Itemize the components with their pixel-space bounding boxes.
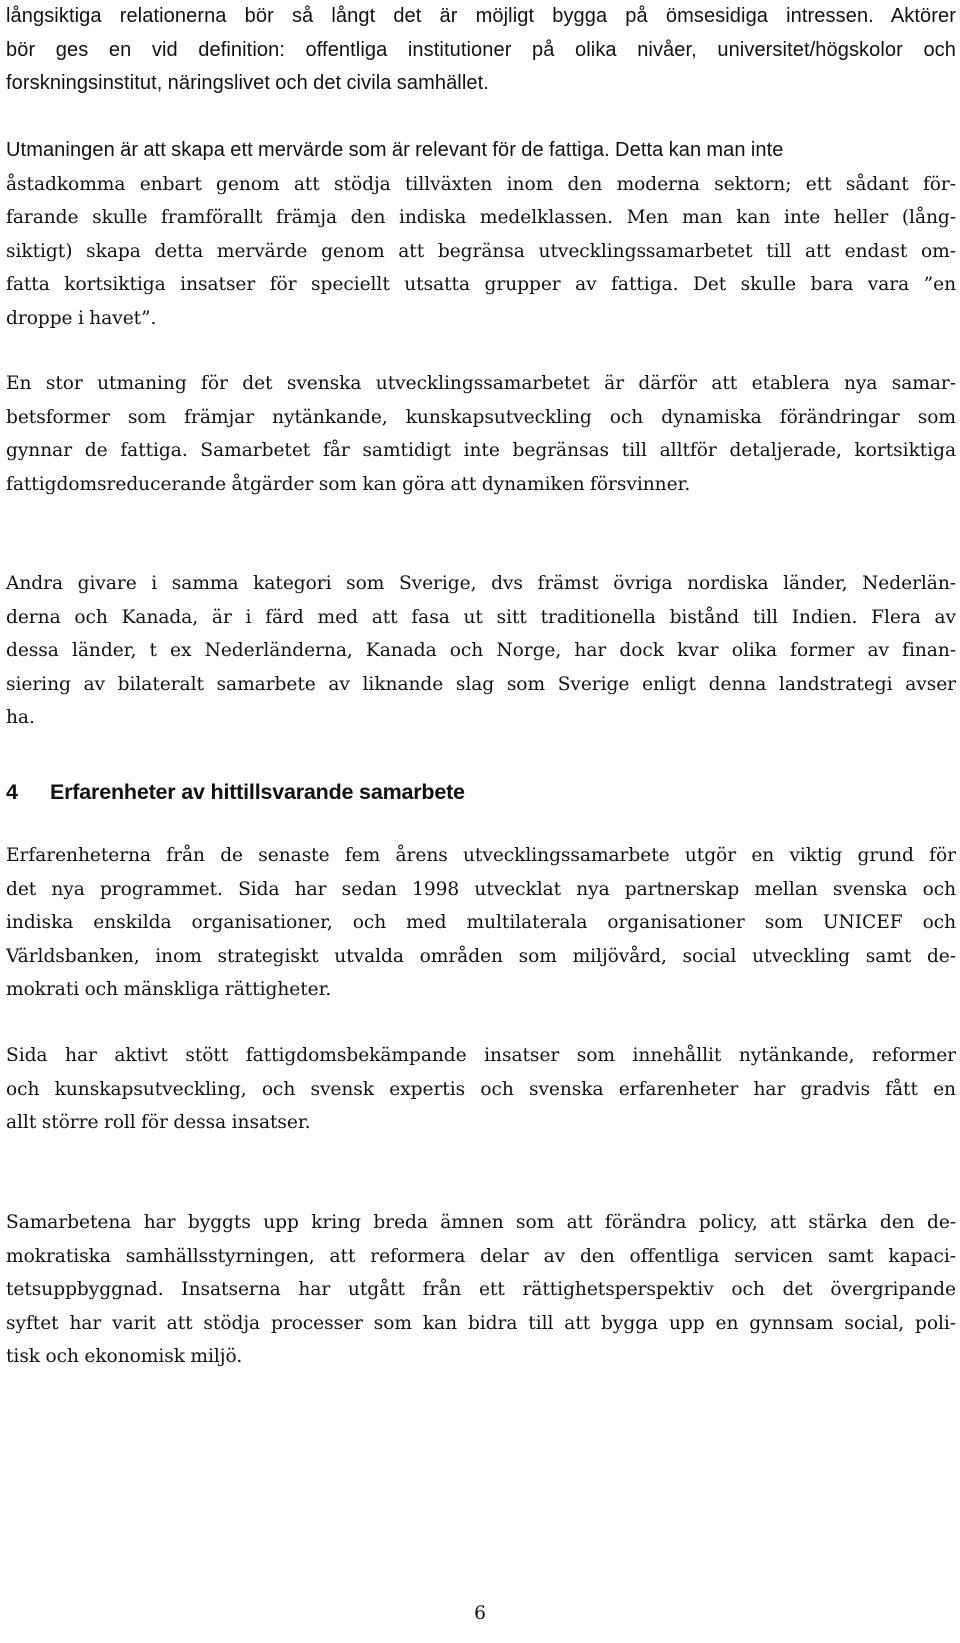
text-line: derna och Kanada, är i färd med att fasa ut sitt traditionella bistånd till Indien. Flera av (6, 606, 956, 628)
text-line: forskningsinstitut, näringslivet och det civila samhället. (6, 72, 489, 95)
text-line: Samarbetena har byggts upp kring breda ämnen som att förändra policy, att stärka den de- (6, 1212, 956, 1233)
paragraph-challenge-body (6, 134, 956, 336)
text-line: åstadkomma enbart genom att stödja tillväxten inom den moderna sektorn; ett sådant för- (6, 173, 956, 195)
section-number: 4 (6, 780, 18, 804)
text-line: Världsbanken, inom strategiskt utvalda områden som miljövård, social utveckling samt de- (6, 945, 956, 967)
section-title: Erfarenheter av hittillsvarande samarbete (50, 780, 465, 804)
text-line: Utmaningen är att skapa ett mervärde som är relevant för de fattiga. Detta kan man inte (6, 139, 784, 161)
text-line: Sida har aktivt stött fattigdomsbekämpande insatser som innehållit nytänkande, reformer (6, 1045, 956, 1066)
text-line: mokratiska samhällsstyrningen, att reformera delar av den offentliga servicen samt kapaci- (6, 1245, 956, 1267)
text-line: Erfarenheterna från de senaste fem årens utvecklingssamarbete utgör en viktig grund för (6, 845, 956, 866)
page-number: 6 (474, 1603, 486, 1624)
text-line: dessa länder, t ex Nederländerna, Kanada och Norge, har dock kvar olika former av finan- (6, 640, 956, 662)
text-line: En stor utmaning för det svenska utvecklingssamarbetet är därför att etablera nya samar- (6, 373, 956, 394)
text-line: indiska enskilda organisationer, och med multilaterala organisationer som UNICEF och (6, 912, 956, 934)
text-line: och kunskapsutveckling, och svensk expertis och svenska erfarenheter har gradvis fått en (6, 1078, 956, 1100)
text-line: gynnar de fattiga. Samarbetet får samtidigt inte begränsas till alltför detaljerade, kortsiktiga (6, 440, 956, 462)
paragraph-collaborations (6, 1206, 956, 1374)
text-line: syftet har varit att stödja processer som kan bidra till att bygga upp en gynnsam social, poli- (6, 1312, 956, 1334)
paragraph-long-term-relations (6, 0, 956, 101)
text-line: betsformer som främjar nytänkande, kunskapsutveckling och dynamiska förändringar som (6, 406, 956, 428)
text-line: droppe i havet”. (6, 307, 157, 329)
text-line: fatta kortsiktiga insatser för speciellt utsatta grupper av fattiga. Det skulle bara vara ”en (6, 274, 956, 296)
paragraph-experiences (6, 839, 956, 1007)
paragraph-swedish-cooperation (6, 367, 956, 501)
text-line: mokrati och mänskliga rättigheter. (6, 979, 332, 1001)
text-line: allt större roll för dessa insatser. (6, 1112, 311, 1134)
text-line: tetsuppbyggnad. Insatserna har utgått från ett rättighetsperspektiv och det övergripande (6, 1279, 956, 1301)
text-line: fattigdomsreducerande åtgärder som kan göra att dynamiken försvinner. (6, 473, 691, 495)
text-line: tisk och ekonomisk miljö. (6, 1346, 243, 1368)
text-line: långsiktiga relationerna bör så långt det är möjligt bygga på ömsesidiga intressen. Aktörer (6, 5, 956, 27)
text-line: farande skulle framförallt främja den indiska medelklassen. Men man kan inte heller (lång- (6, 207, 956, 229)
text-line: ha. (6, 707, 35, 729)
text-line: Andra givare i samma kategori som Sverige, dvs främst övriga nordiska länder, Nederlän- (6, 573, 956, 594)
text-line: siering av bilateralt samarbete av liknande slag som Sverige enligt denna landstrategi avser (6, 673, 956, 695)
text-line: bör ges en vid definition: offentliga institutioner på olika nivåer, universitet/högskolor och (6, 38, 956, 61)
text-line: siktigt) skapa detta mervärde genom att begränsa utvecklingssamarbetet till att endast om- (6, 240, 956, 262)
paragraph-sida-support (6, 1039, 956, 1140)
section-heading (6, 777, 465, 807)
text-line: det nya programmet. Sida har sedan 1998 utvecklat nya partnerskap mellan svenska och (6, 878, 956, 900)
paragraph-other-donors (6, 567, 956, 735)
